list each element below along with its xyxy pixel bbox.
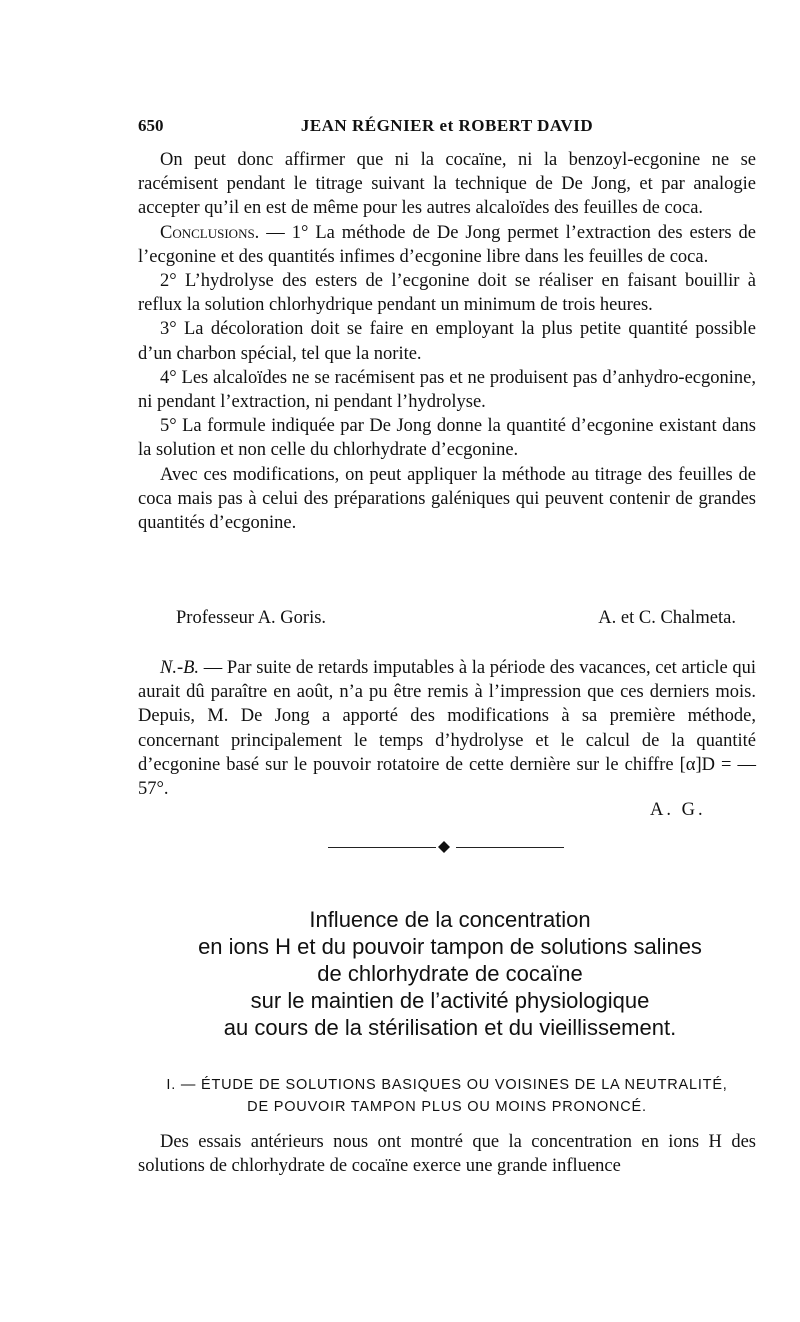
section-body <box>138 1130 756 1178</box>
article-title <box>140 906 760 1041</box>
conclusion-point-3: 3° La décoloration doit se faire en employant la plus petite quantité possible d’un charbon spécial, tel que la norite. <box>138 319 756 364</box>
page-number: 650 <box>138 116 164 135</box>
title-line: Influence de la concentration <box>309 907 591 932</box>
nota-bene-text: — Par suite de retards imputables à la période des vacances, cet article qui aurait dû paraître en août, n’a pu être remis à l’impression que ces derniers mois. Depuis, M. De Jong a apporté des modifications à sa première méthode, concernant principalement le temps d’hydrolyse et le calcul de la quantité d’ecgonine basé sur le pouvoir rotatoire de cette dernière sur le chiffre [α]D = —57°. <box>138 658 756 800</box>
signature-goris: Professeur A. Goris. <box>176 608 327 628</box>
section-divider <box>328 838 564 858</box>
section-heading <box>138 1074 756 1118</box>
conclusion-point-4: 4° Les alcaloïdes ne se racémisent pas et ne produisent pas d’anhydro-ecgonine, ni pendant l’extraction, ni pendant l’hydrolyse. <box>138 367 756 413</box>
conclusion-closing: Avec ces modifications, on peut appliquer la méthode au titrage des feuilles de coca mais pas à celui des préparations galéniques qui peuvent contenir de grandes quantités d’ecgonine. <box>138 464 756 534</box>
conclusions-section <box>138 148 756 535</box>
title-line: sur le maintien de l’activité physiologique <box>250 988 650 1013</box>
nota-bene-initials: A. G. <box>650 800 706 820</box>
nota-bene-label: N.-B. <box>160 658 200 678</box>
final-paragraph: Des essais antérieurs nous ont montré que la concentration en ions H des solutions de chlorhydrate de cocaïne exerce une grande influence <box>138 1132 756 1177</box>
signature-chalmeta: A. et C. Chalmeta. <box>598 608 736 628</box>
divider-line-left <box>328 847 436 848</box>
conclusion-point-1-text: — 1° La méthode de De Jong permet l’extraction des esters de l’ecgonine et des quantités infimes d’ecgonine libre dans les feuilles de coca. <box>138 222 757 267</box>
title-line: en ions H et du pouvoir tampon de solutions salines <box>198 934 702 959</box>
conclusions-label: Conclusions. <box>160 222 260 243</box>
nota-bene-paragraph <box>138 656 756 801</box>
conclusion-point-2: 2° L’hydrolyse des esters de l’ecgonine doit se réaliser en faisant bouillir à reflux la solution chlorhydrique pendant un minimum de trois heures. <box>138 271 756 316</box>
title-line: de chlorhydrate de cocaïne <box>317 961 583 986</box>
section-heading-line: I. — ÉTUDE DE SOLUTIONS BASIQUES OU VOISINES DE LA NEUTRALITÉ, <box>166 1077 728 1093</box>
title-line: au cours de la stérilisation et du vieillissement. <box>223 1015 677 1040</box>
signatures <box>176 608 736 634</box>
section-heading-line: DE POUVOIR TAMPON PLUS OU MOINS PRONONCÉ. <box>247 1099 647 1115</box>
diamond-ornament-icon <box>438 841 450 853</box>
page-header <box>138 116 756 138</box>
conclusion-point-5: 5° La formule indiquée par De Jong donne la quantité d’ecgonine existant dans la solution et non celle du chlorhydrate d’ecgonine. <box>138 416 756 461</box>
nota-bene <box>138 656 756 801</box>
conclusion-point-1 <box>138 221 756 269</box>
running-head: JEAN RÉGNIER et ROBERT DAVID <box>300 116 594 135</box>
intro-paragraph: On peut donc affirmer que ni la cocaïne, ni la benzoyl-ecgonine ne se racémisent pendant le titrage suivant la technique de De Jong, et par analogie accepter qu’il en est de même pour les autres alcaloïdes des feuilles de coca. <box>138 150 756 219</box>
divider-line-right <box>456 847 564 848</box>
